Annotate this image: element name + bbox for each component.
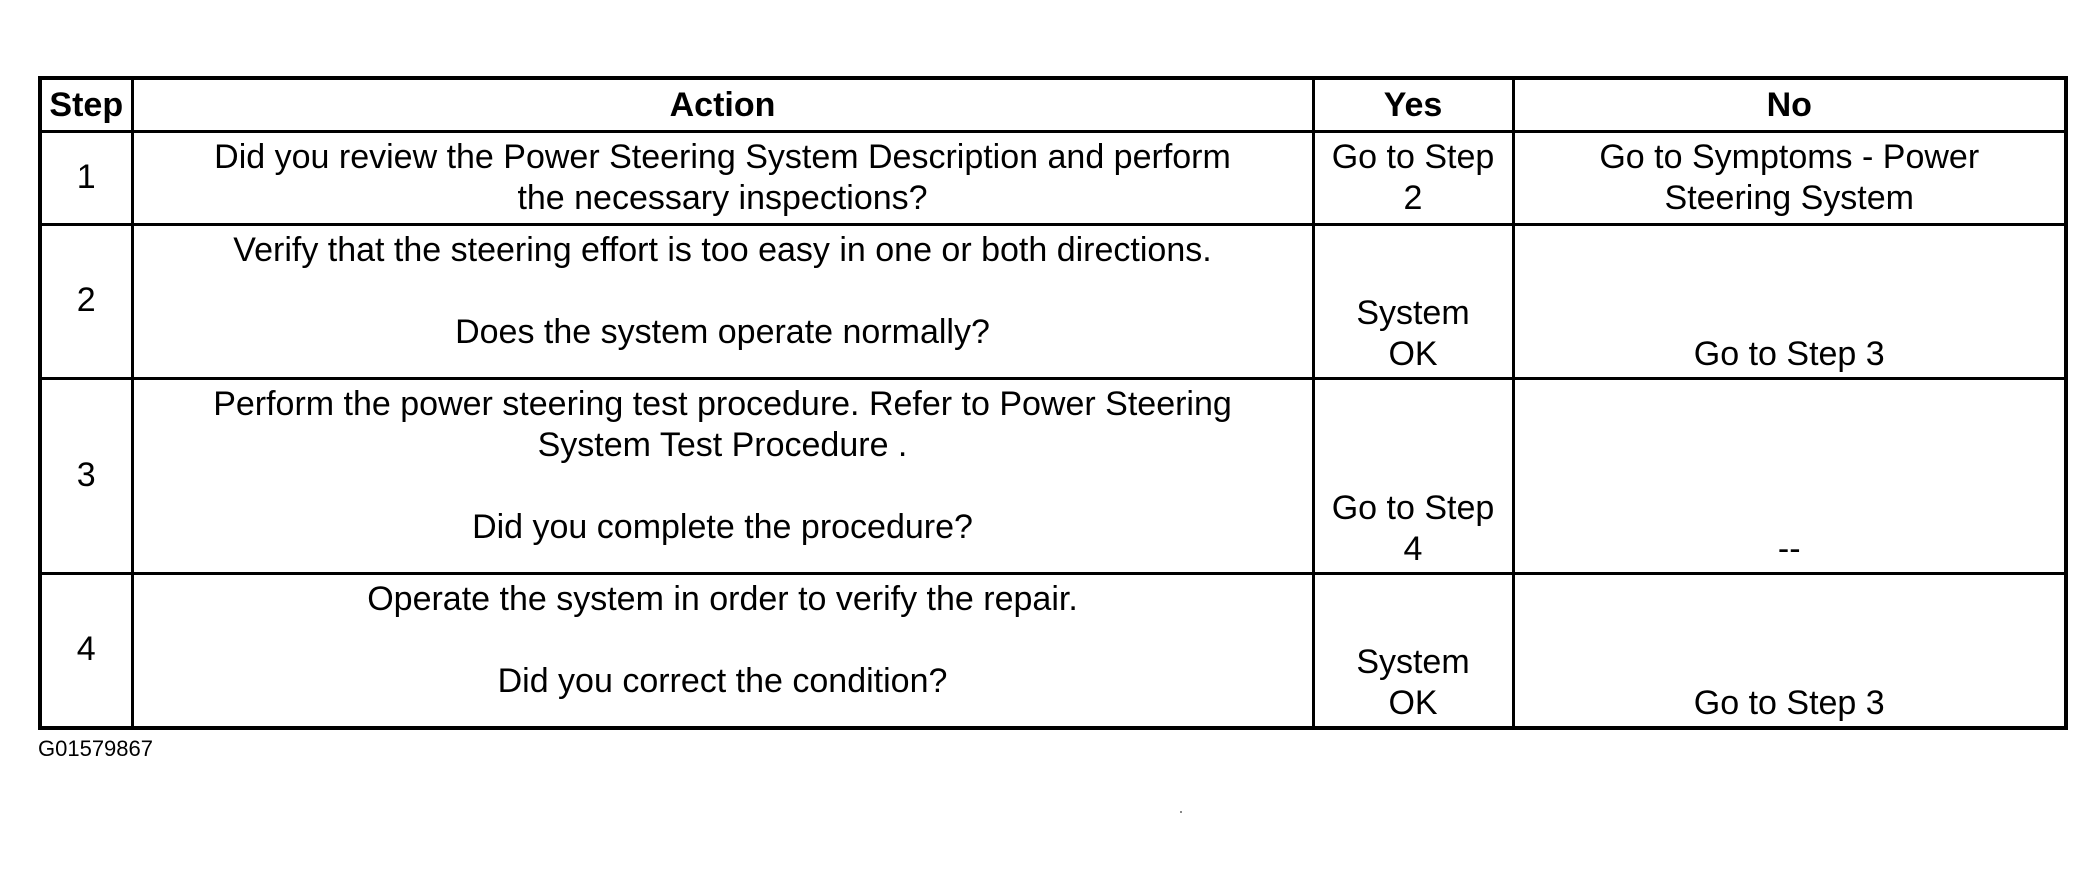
action-text-line: Perform the power steering test procedure. Refer to Power Steering bbox=[213, 385, 1232, 423]
action-question: Did you complete the procedure? bbox=[472, 508, 973, 546]
table-row bbox=[40, 379, 2066, 574]
step-number: 1 bbox=[40, 132, 132, 225]
yes-cell bbox=[1313, 574, 1513, 729]
header-no: No bbox=[1513, 78, 2066, 132]
no-cell bbox=[1513, 574, 2066, 729]
action-question: Did you correct the condition? bbox=[497, 662, 948, 700]
step-number: 2 bbox=[40, 225, 132, 379]
yes-text-line: Go to Step bbox=[1331, 489, 1495, 527]
yes-cell bbox=[1313, 225, 1513, 379]
action-cell bbox=[132, 132, 1313, 225]
yes-text-line: System bbox=[1356, 643, 1470, 681]
yes-cell bbox=[1313, 379, 1513, 574]
no-text-line: -- bbox=[1777, 530, 1801, 568]
no-cell bbox=[1513, 379, 2066, 574]
no-text-line: Steering System bbox=[1664, 179, 1914, 217]
yes-text-line: 2 bbox=[1403, 179, 1423, 217]
table-row bbox=[40, 574, 2066, 729]
blank-line bbox=[138, 466, 1308, 507]
scan-artifact-dot bbox=[1180, 811, 1182, 813]
no-text-line: Go to Step 3 bbox=[1693, 684, 1885, 722]
action-text-line: Verify that the steering effort is too easy in one or both directions. bbox=[233, 231, 1212, 269]
yes-text-line: Go to Step bbox=[1331, 138, 1495, 176]
no-text-line: Go to Symptoms - Power bbox=[1599, 138, 1980, 176]
blank-line bbox=[138, 620, 1308, 661]
no-text-line: Go to Step 3 bbox=[1693, 335, 1885, 373]
figure-id-label: G01579867 bbox=[38, 736, 153, 761]
action-text-line: Did you review the Power Steering System Description and perform bbox=[214, 138, 1231, 176]
table-header-row bbox=[40, 78, 2066, 132]
action-text-line: Operate the system in order to verify the repair. bbox=[367, 580, 1078, 618]
yes-text-line: OK bbox=[1388, 335, 1438, 373]
no-cell bbox=[1513, 132, 2066, 225]
yes-cell bbox=[1313, 132, 1513, 225]
yes-text-line: OK bbox=[1388, 684, 1438, 722]
header-yes: Yes bbox=[1313, 78, 1513, 132]
action-text-line: the necessary inspections? bbox=[517, 179, 928, 217]
header-action: Action bbox=[132, 78, 1313, 132]
header-step: Step bbox=[40, 78, 132, 132]
action-question: Does the system operate normally? bbox=[455, 313, 990, 351]
step-number: 3 bbox=[40, 379, 132, 574]
action-cell bbox=[132, 574, 1313, 729]
action-cell bbox=[132, 225, 1313, 379]
table-row bbox=[40, 225, 2066, 379]
action-text-line: System Test Procedure . bbox=[537, 426, 908, 464]
diagnostic-table bbox=[38, 76, 2068, 730]
yes-text-line: 4 bbox=[1403, 530, 1423, 568]
no-cell bbox=[1513, 225, 2066, 379]
yes-text-line: System bbox=[1356, 294, 1470, 332]
blank-line bbox=[138, 271, 1308, 312]
action-cell bbox=[132, 379, 1313, 574]
step-number: 4 bbox=[40, 574, 132, 729]
table-row bbox=[40, 132, 2066, 225]
